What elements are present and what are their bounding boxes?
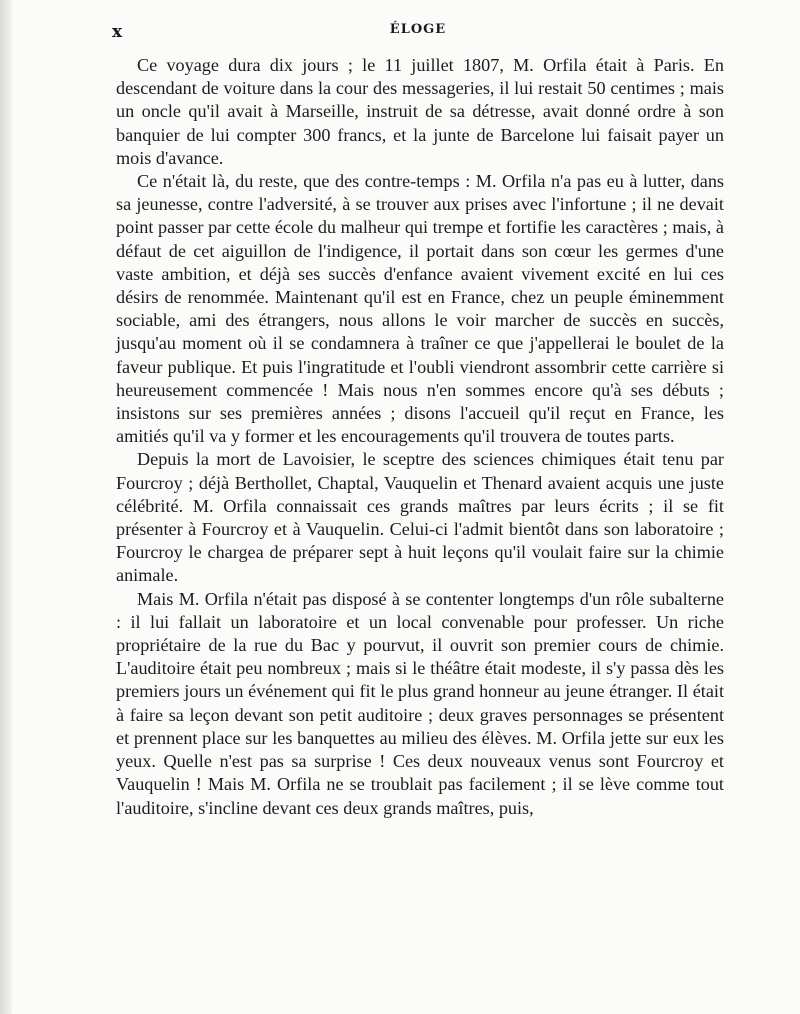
paragraph: Depuis la mort de Lavoisier, le sceptre des sciences chimiques était tenu par Fourcroy ; déjà Berthollet, Chaptal, Vauquelin et Thenard avaient acquis une juste célébrité. M. Orfila connaissait ces grands maîtres par leurs écrits ; il se fit présenter à Fourcroy et à Vauquelin. Celui-ci l'admit bientôt dans son laboratoire ; Fourcroy le chargea de préparer sept à huit leçons qu'il voulait faire sur la chimie animale. [116, 449, 724, 586]
paragraph: Ce voyage dura dix jours ; le 11 juillet 1807, M. Orfila était à Paris. En descendant de voiture dans la cour des messageries, il lui restait 50 centimes ; mais un oncle qu'il avait à Marseille, instruit de sa détresse, avait donné ordre à son banquier de lui compter 300 francs, et la junte de Barcelone lui faisait payer un mois d'avance. [116, 55, 724, 168]
page-header [112, 20, 724, 44]
paragraph: Mais M. Orfila n'était pas disposé à se contenter longtemps d'un rôle subalterne : il lui fallait un laboratoire et un local convenable pour professer. Un riche propriétaire de la rue du Bac y pourvut, il ouvrit son premier cours de chimie. L'auditoire était peu nombreux ; mais si le théâtre était modeste, il s'y passa dès les premiers jours un événement qui fit le plus grand honneur au jeune étranger. Il était à faire sa leçon devant son petit auditoire ; deux graves personnages se présentent et prennent place sur les banquettes au milieu des élèves. M. Orfila jette sur eux les yeux. Quelle n'est pas sa surprise ! Ces deux nouveaux venus sont Fourcroy et Vauquelin ! Mais M. Orfila ne se troublait pas facilement ; il se lève comme tout l'auditoire, s'incline devant ces deux grands maîtres, puis, [116, 588, 724, 818]
body-text [116, 54, 724, 820]
page-edge [0, 0, 12, 1014]
paragraph: Ce n'était là, du reste, que des contre-temps : M. Orfila n'a pas eu à lutter, dans sa jeunesse, contre l'adversité, à se trouver aux prises avec l'infortune ; il ne devait point passer par cette école du malheur qui trempe et fortifie les caractères ; mais, à défaut de cet aiguillon de l'indigence, il portait dans son cœur les germes d'une vaste ambition, et déjà ses succès d'enfance avaient vivement excité en lui ces désirs de renommée. Maintenant qu'il est en France, chez un peuple éminemment sociable, ami des étrangers, nous allons le voir marcher de succès en succès, jusqu'au moment où il se condamnera à traîner ce que j'appellerai le boulet de la faveur publique. Et puis l'ingratitude et l'oubli viendront assombrir cette carrière si heureusement commencée ! Mais nous n'en sommes encore qu'à ses débuts ; insistons sur ses premières années ; disons l'accueil qu'il reçut en France, les amitiés qu'il va y former et les encouragements qu'il trouvera de toutes parts. [116, 171, 724, 447]
running-title: ÉLOGE [389, 22, 447, 37]
page-number: x [112, 22, 123, 42]
